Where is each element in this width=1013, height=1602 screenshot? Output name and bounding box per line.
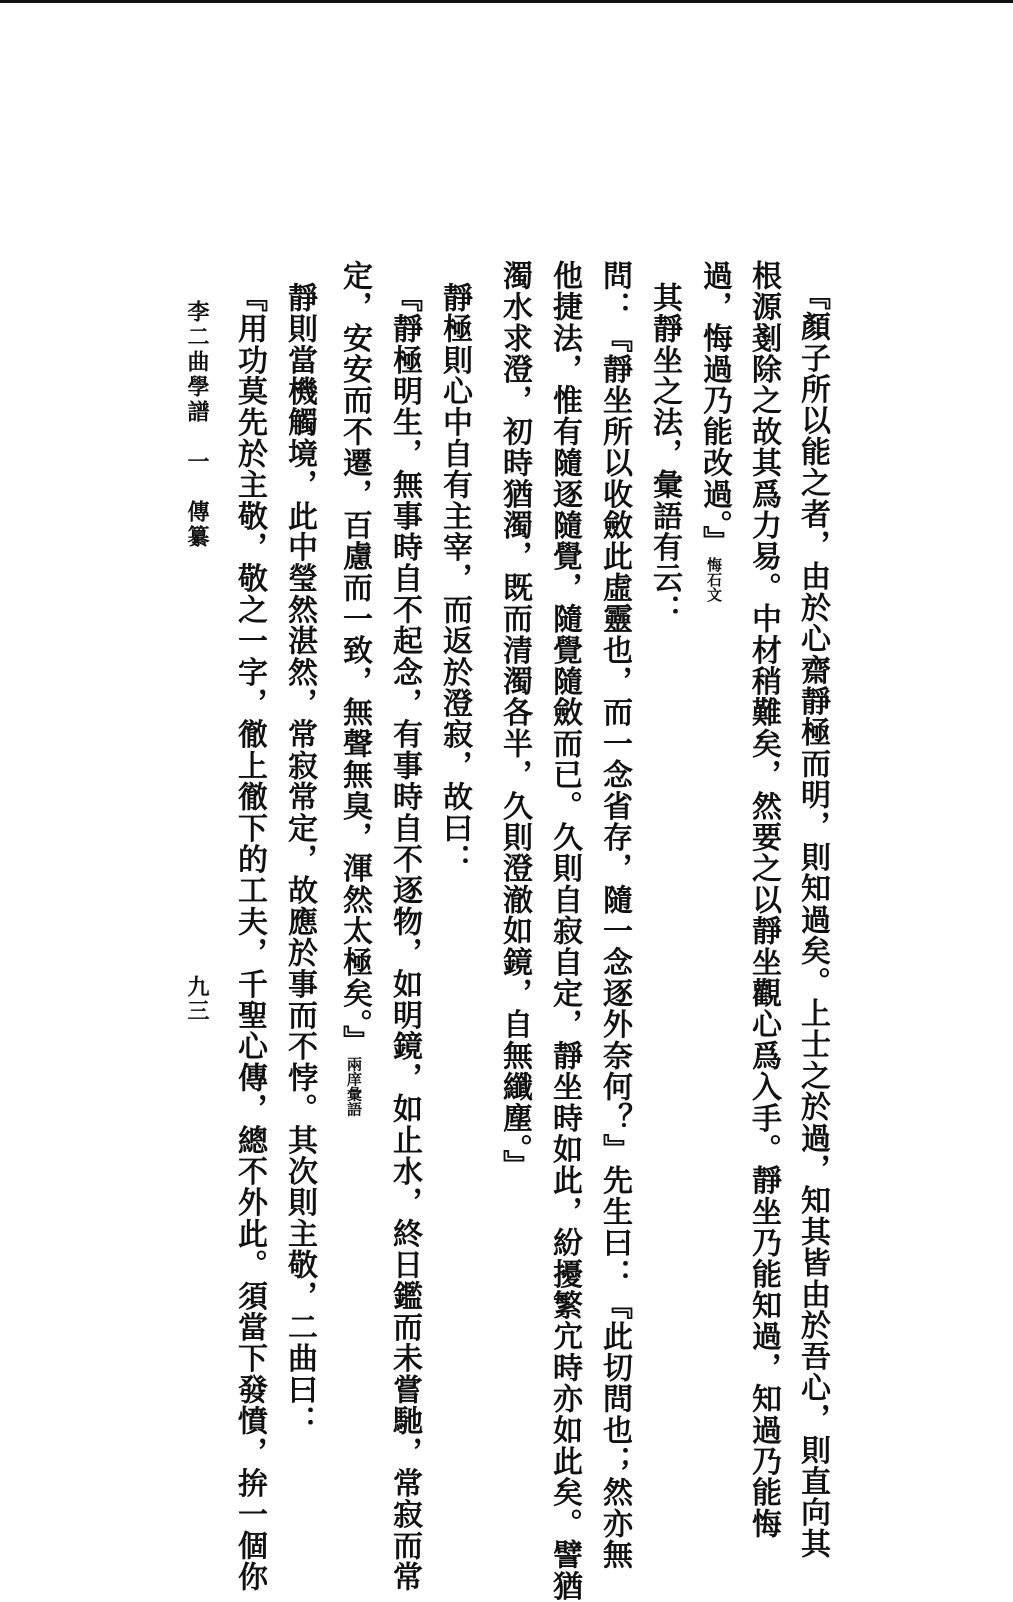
text-column-1: 『顏子所以能之者，由於心齋靜極而明，則知過矣。上士之於過，知其皆由於吾心，則直向其 [795, 280, 830, 1560]
source-note-2-line1: 兩庠 [345, 1056, 363, 1087]
running-head: 李二曲學譜 一 傳纂 [184, 300, 210, 550]
text-column-2: 根源剗除之故其爲力易。中材稍難矣，然要之以靜坐觀心爲入手。靜坐乃能知過，知過乃能悔 [746, 260, 781, 1540]
text-column-4: 其靜坐之法，彙語有云： [647, 282, 682, 626]
text-column-3 [697, 260, 731, 602]
text-column-9: 『靜極明生，無事時自不起念，有事時自不逐物，如明鏡，如止水，終日鑑而未嘗馳，常寂而常 [387, 282, 422, 1593]
source-note-1 [705, 557, 723, 602]
text-column-12: 『用功莫先於主敬，敬之一字，徹上徹下的工夫，千聖心傳，總不外此。須當下發憤，拚一個你 [232, 282, 267, 1593]
text-column-8: 靜極則心中自有主宰，而返於澄寂，故曰： [437, 282, 472, 875]
source-note-1-line2: 文 [705, 587, 723, 602]
text-column-10 [337, 260, 371, 1116]
text-column-11: 靜則當機觸境，此中瑩然湛然，常寂常定，故應於事而不悖。其次則主敬，二曲曰： [282, 282, 317, 1437]
text-column-7: 濁水求澄，初時猶濁，既而清濁各半，久則澄澈如鏡，自無纖塵。』 [497, 260, 532, 1181]
source-note-2-line2: 彙語 [345, 1086, 363, 1117]
text-column-6: 他捷法，惟有隨逐隨覺，隨覺隨斂而已。久則自寂自定，靜坐時如此，紛擾繁宂時亦如此矣。譬猶 [547, 260, 582, 1602]
page-number: 九三 [184, 975, 210, 1023]
text-column-3-body: 過，悔過乃能改過。』 [697, 260, 732, 557]
text-column-10-body: 定，安安而不遷，百慮而一致，無聲無臭，渾然太極矣。』 [337, 260, 372, 1057]
text-column-5: 問：『靜坐所以收斂此虛靈也，而一念省存，隨一念逐外奈何？』先生曰：『此切問也；然亦無 [597, 260, 632, 1571]
source-note-2 [345, 1056, 363, 1116]
source-note-1-line1: 悔石 [705, 557, 723, 587]
